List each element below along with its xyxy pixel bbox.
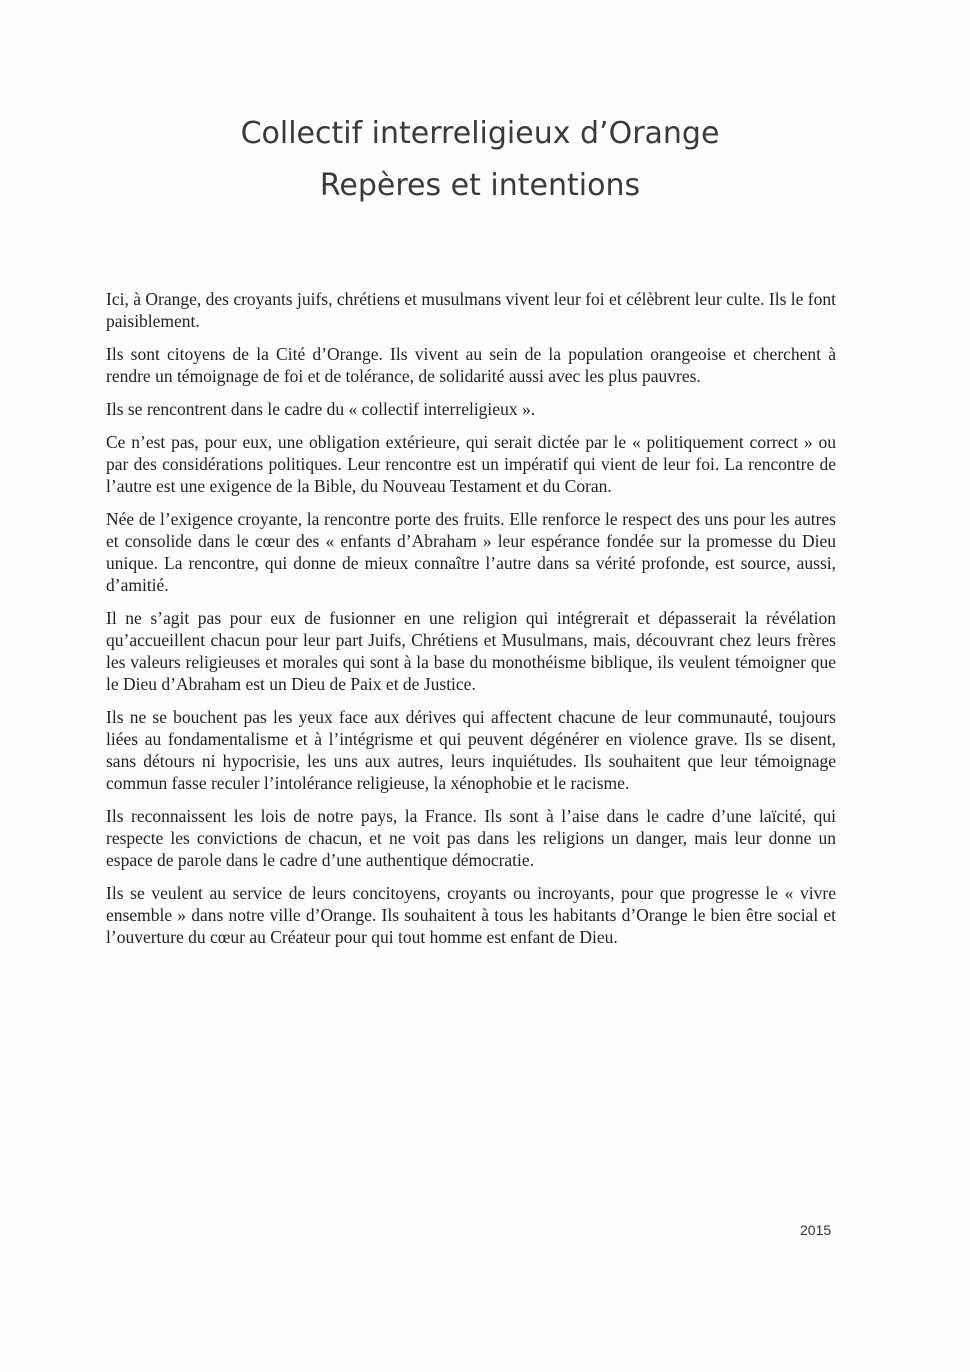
paragraph: Ce n’est pas, pour eux, une obligation extérieure, qui serait dictée par le « politiquement correct » ou par des considérations politiques. Leur rencontre est un impératif qui vient de leur foi. La rencontre de l’autre est une exigence de la Bible, du Nouveau Testament et du Coran. [106, 432, 836, 496]
document-title: Collectif interreligieux d’Orange [240, 116, 720, 151]
paragraph: Ils reconnaissent les lois de notre pays, la France. Ils sont à l’aise dans le cadre d’une laïcité, qui respecte les convictions de chacun, et ne voit pas dans les religions un danger, mais leur donne un espace de parole dans le cadre d’une authentique démocratie. [106, 806, 836, 870]
paragraph: Ils se veulent au service de leurs concitoyens, croyants ou incroyants, pour que progresse le « vivre ensemble » dans notre ville d’Orange. Ils souhaitent à tous les habitants d’Orange le bien être social et l’ouverture du cœur au Créateur pour qui tout homme est enfant de Dieu. [106, 883, 836, 947]
paragraph: Il ne s’agit pas pour eux de fusionner en une religion qui intégrerait et dépasserait la révélation qu’accueillent chacun pour leur part Juifs, Chrétiens et Musulmans, mais, découvrant chez leurs frères les valeurs religieuses et morales qui sont à la base du monothéisme biblique, ils veulent témoigner que le Dieu d’Abraham est un Dieu de Paix et de Justice. [106, 608, 836, 694]
document-subtitle: Repères et intentions [319, 168, 641, 203]
document-year: 2015 [800, 1222, 832, 1238]
paragraph: Ils sont citoyens de la Cité d’Orange. Ils vivent au sein de la population orangeoise et cherchent à rendre un témoignage de foi et de tolérance, de solidarité aussi avec les plus pauvres. [106, 344, 836, 386]
paragraph: Née de l’exigence croyante, la rencontre porte des fruits. Elle renforce le respect des uns pour les autres et consolide dans le cœur des « enfants d’Abraham » leur espérance fondée sur la promesse du Dieu unique. La rencontre, qui donne de mieux connaître l’autre dans sa vérité profonde, est source, aussi, d’amitié. [106, 509, 836, 595]
paragraph: Ils se rencontrent dans le cadre du « collectif interreligieux ». [106, 399, 536, 419]
paragraph: Ici, à Orange, des croyants juifs, chrétiens et musulmans vivent leur foi et célèbrent leur culte. Ils le font paisiblement. [106, 289, 836, 331]
document-body [106, 288, 836, 959]
paragraph: Ils ne se bouchent pas les yeux face aux dérives qui affectent chacune de leur communauté, toujours liées au fondamentalisme et à l’intégrisme et qui peuvent dégénérer en violence grave. Ils se disent, sans détours ni hypocrisie, les uns aux autres, leurs inquiétudes. Ils souhaitent que leur témoignage commun fasse reculer l’intolérance religieuse, la xénophobie et le racisme. [106, 707, 836, 793]
